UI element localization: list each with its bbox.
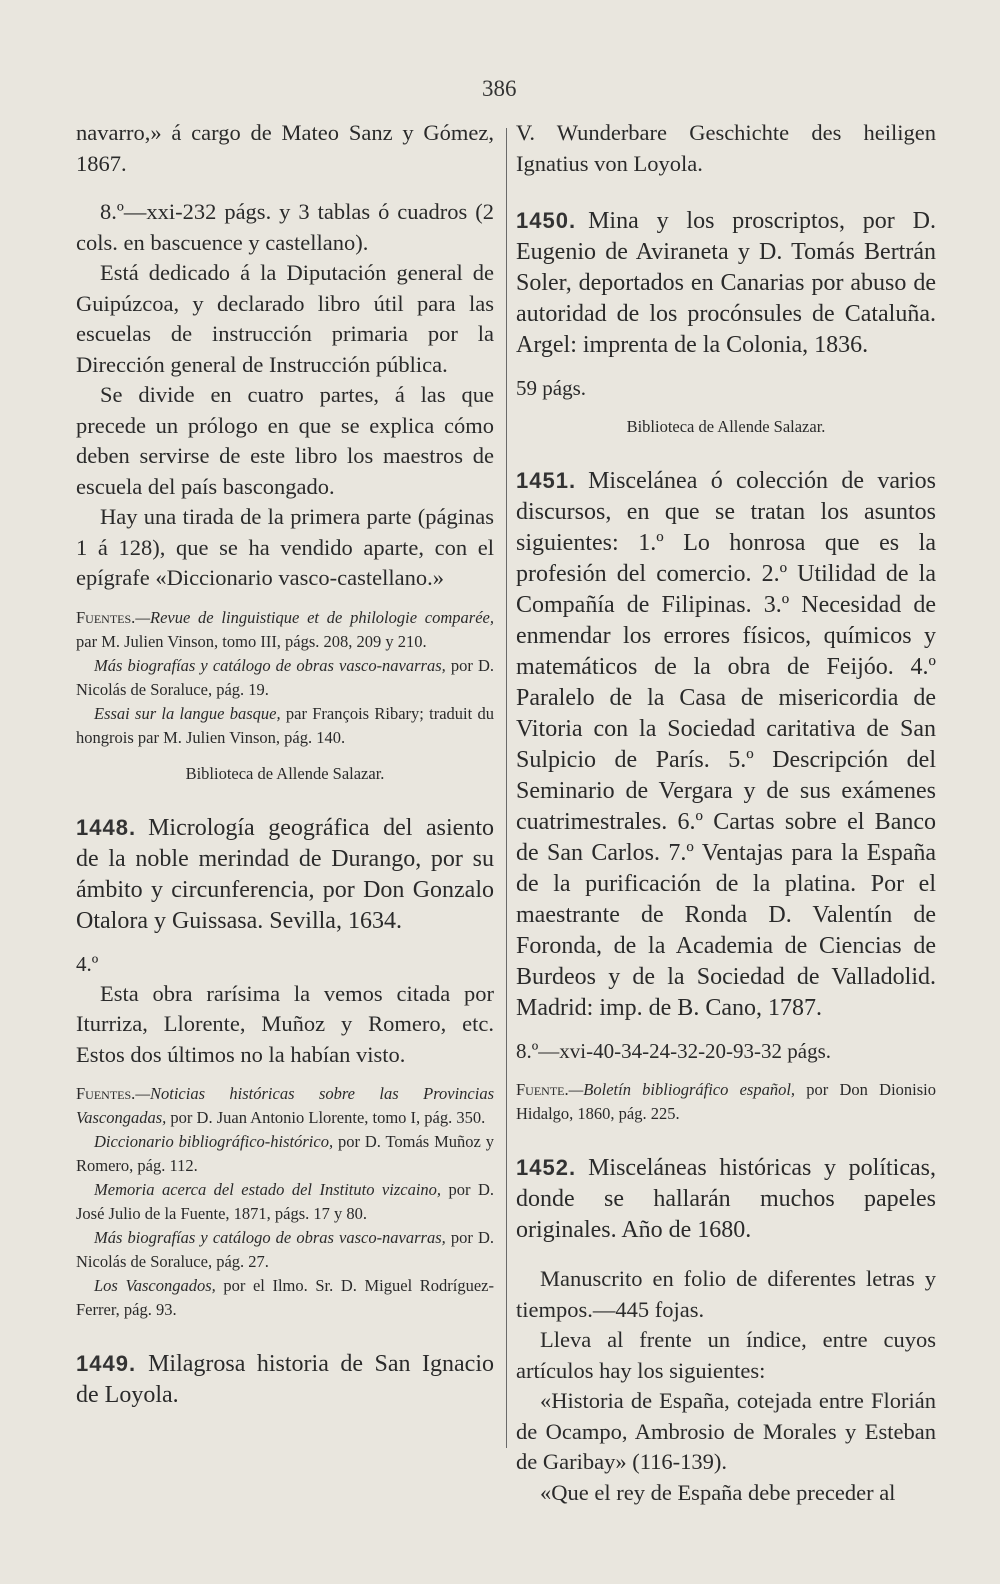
source-title: —Boletín bibliográfico español, — [568, 1080, 796, 1099]
column-divider — [506, 128, 507, 1448]
format-line: 4.º — [76, 951, 99, 976]
source-title: Essai sur la langue basque, — [94, 703, 281, 723]
source-title: Más biografías y catálogo de obras vasco-navarras, — [94, 1228, 446, 1247]
source-title: Memoria acerca del estado del Instituto vizcaino, — [94, 1180, 442, 1199]
right-column — [516, 118, 936, 1508]
source-detail: por D. Nicolás de Soraluce, pág. 19. — [76, 655, 494, 699]
description-paragraph: Esta obra rarísima la vemos citada por Iturriza, Llorente, Muñoz y Romero, etc. Estos dos últimos no la habían visto. — [76, 980, 494, 1067]
source-note — [76, 1274, 494, 1322]
source-note — [76, 654, 494, 702]
source-title: Más biografías y catálogo de obras vasco-navarras, — [94, 655, 446, 675]
entry-1451 — [516, 465, 936, 1024]
continued-paragraph: navarro,» á cargo de Mateo Sanz y Gómez, 1867. — [76, 120, 494, 176]
source-note — [76, 606, 494, 654]
entry-title: Miscelánea ó colección de varios discursos, en que se tratan los asuntos siguientes: 1.º Lo honrosa que es la profesión del comercio. 2.º Utilidad de la Compañía de Filipinas. 3.º Necesidad de enmendar los errores físicos, químicos y matemáticos de la obra de Feijóo. 4.º Paralelo de la Casa de misericordia de Vitoria con la Sociedad caritativa de San Sulpicio de París. 5.º Descripción del Seminario de Vergara y de sus exámenes cuatrimestrales. 6.º Cartas sobre el Banco de San Carlos. 7.º Ventajas para la España de la purificación de la platina. Por el maestrante de Ronda D. Valentín de Foronda, de la Academia de Ciencias de Burdeos y de la Sociedad de Valladolid. Madrid: imp. de B. Cano, 1787. — [516, 468, 936, 1021]
sources-label: Fuentes. — [76, 1084, 136, 1103]
entry-1450 — [516, 205, 936, 361]
source-note — [76, 702, 494, 750]
description-paragraph: «Historia de España, cotejada entre Florián de Ocampo, Ambrosio de Morales y Esteban de Garibay» (116-139). — [516, 1388, 936, 1474]
library-note: Biblioteca de Allende Salazar. — [626, 417, 826, 436]
format-line: 8.º—xvi-40-34-24-32-20-93-32 págs. — [516, 1039, 832, 1063]
source-detail: por Don Dionisio Hidalgo, 1860, pág. 225. — [516, 1080, 936, 1123]
source-note — [516, 1078, 936, 1126]
entry-1452 — [516, 1152, 936, 1246]
format-line: 8.º—xxi-232 págs. y 3 tablas ó cuadros (2 cols. en bascuence y castellano). — [76, 199, 494, 255]
sources-label: Fuentes. — [76, 607, 136, 627]
entry-title: Micrología geográfica del asiento de la noble merindad de Durango, por su ámbito y circunferencia, por Don Gonzalo Otalora y Guissasa. Sevilla, 1634. — [76, 814, 494, 934]
source-note — [76, 1226, 494, 1274]
entry-number: 1448. — [76, 814, 137, 840]
source-title: Los Vascongados, — [94, 1276, 216, 1295]
sources-label: Fuente. — [516, 1080, 569, 1099]
description-paragraph: Hay una tirada de la primera parte (páginas 1 á 128), que se ha vendido aparte, con el epígrafe «Diccionario vasco-castellano.» — [76, 504, 494, 590]
entry-title: Misceláneas históricas y políticas, donde se hallarán muchos papeles originales. Año de 1680. — [516, 1155, 936, 1243]
source-note — [76, 1130, 494, 1178]
source-detail: por D. Tomás Muñoz y Romero, pág. 112. — [76, 1132, 494, 1175]
format-line: 59 págs. — [516, 376, 586, 400]
entry-title: Mina y los proscriptos, por D. Eugenio de Aviraneta y D. Tomás Bertrán Soler, deportados en Canarias por abuso de autoridad de los procónsules de Cataluña. Argel: imprenta de la Colonia, 1836. — [516, 208, 936, 358]
entry-1448 — [76, 812, 494, 937]
left-column — [76, 118, 494, 1411]
entry-title: Milagrosa historia de San Ignacio de Loyola. — [76, 1351, 494, 1408]
entry-number: 1451. — [516, 468, 577, 493]
entry-1449 — [76, 1348, 494, 1411]
source-detail: por el Ilmo. Sr. D. Miguel Rodríguez-Ferrer, pág. 93. — [76, 1276, 494, 1319]
description-paragraph: Está dedicado á la Diputación general de Guipúzcoa, y declarado libro útil para las escuelas de instrucción primaria por la Dirección general de Instrucción pública. — [76, 260, 494, 377]
source-detail: por D. Juan Antonio Llorente, tomo I, pág. 350. — [166, 1108, 486, 1127]
entry-number: 1452. — [516, 1155, 577, 1180]
source-detail: por D. José Julio de la Fuente, 1871, págs. 17 y 80. — [76, 1180, 494, 1223]
source-note — [76, 1082, 494, 1130]
entry-number: 1449. — [76, 1351, 137, 1376]
source-title: —Revue de linguistique et de philologie comparée, — [135, 607, 494, 627]
entry-number: 1450. — [516, 208, 577, 233]
source-title: —Noticias históricas sobre las Provincias Vascongadas, — [76, 1084, 494, 1127]
source-title: Diccionario bibliográfico-histórico, — [94, 1132, 334, 1151]
cross-reference: V. Wunderbare Geschichte des heiligen Ignatius von Loyola. — [516, 120, 936, 176]
library-note: Biblioteca de Allende Salazar. — [185, 763, 385, 783]
description-paragraph: Se divide en cuatro partes, á las que precede un prólogo en que se explica cómo deben servirse de este libro los maestros de escuela del país bascongado. — [76, 382, 494, 499]
source-detail: por D. Nicolás de Soraluce, pág. 27. — [76, 1228, 494, 1271]
description-paragraph: «Que el rey de España debe preceder al — [540, 1479, 896, 1505]
description-paragraph: Lleva al frente un índice, entre cuyos artículos hay los siguientes: — [516, 1327, 936, 1383]
source-detail: par François Ribary; traduit du hongrois par M. Julien Vinson, pág. 140. — [76, 703, 494, 747]
description-paragraph: Manuscrito en folio de diferentes letras y tiempos.—445 fojas. — [516, 1266, 936, 1322]
page-number: 386 — [482, 76, 517, 101]
source-note — [76, 1178, 494, 1226]
source-detail: par M. Julien Vinson, tomo III, págs. 208, 209 y 210. — [76, 631, 427, 651]
